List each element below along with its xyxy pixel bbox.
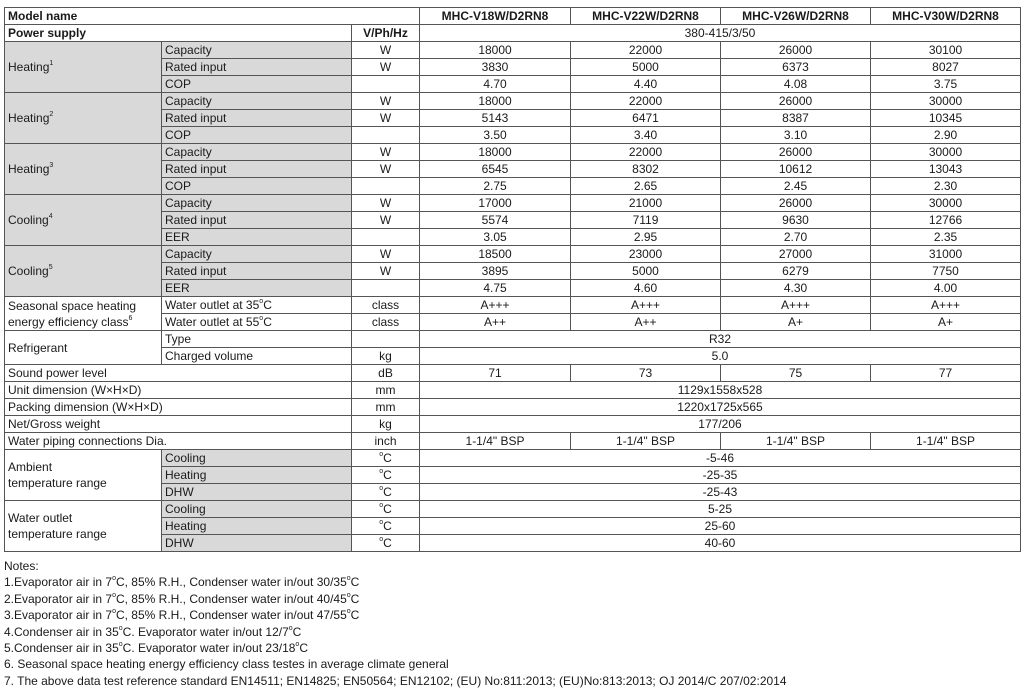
range-value: -25-43	[420, 484, 1021, 501]
note-text: C, 85% R.H., Condenser water in/out 40/45	[115, 591, 347, 606]
degree-sign: o	[112, 575, 116, 583]
value-cell: 18000	[420, 93, 571, 110]
degree-sign: o	[112, 608, 116, 616]
water-outlet-temperature-label-line2: temperature range	[8, 527, 107, 541]
parameter-label: Rated input	[162, 59, 352, 76]
value-cell: 17000	[420, 195, 571, 212]
parameter-label: EER	[162, 229, 352, 246]
value-cell: 5574	[420, 212, 571, 229]
unit-cell: W	[352, 59, 420, 76]
parameter-label: COP	[162, 127, 352, 144]
value-cell: A++	[420, 314, 571, 331]
mode-label: Cooling	[162, 450, 352, 467]
mode-label: Heating	[162, 467, 352, 484]
mode-label: DHW	[162, 535, 352, 552]
value-cell: 10612	[721, 161, 871, 178]
unit-cell: W	[352, 263, 420, 280]
note-line	[4, 591, 1020, 607]
performance-row	[5, 93, 1021, 110]
degree-sign: o	[112, 591, 116, 599]
degree-sign: o	[379, 468, 384, 475]
value-cell: 7119	[571, 212, 721, 229]
value-cell: 26000	[721, 42, 871, 59]
note-text: C. Evaporator water in/out 12/7	[122, 624, 289, 639]
unit-cell	[352, 178, 420, 195]
degree-sign: o	[288, 624, 293, 632]
parameter-label: Capacity	[162, 93, 352, 110]
unit-cell: dB	[352, 365, 420, 382]
value-cell: 4.08	[721, 76, 871, 93]
condition-label	[5, 195, 162, 246]
unit-cell: kg	[352, 348, 420, 365]
value-cell: A+++	[420, 297, 571, 314]
seasonal-label-line2: energy efficiency class	[8, 314, 129, 329]
value-cell: 30000	[871, 144, 1021, 161]
note-text: 6. Seasonal space heating energy efficiency class testes in average climate general	[4, 657, 449, 672]
model-name-cell: MHC-V26W/D2RN8	[721, 8, 871, 25]
seasonal-row	[5, 297, 1021, 314]
degree-sign: o	[346, 575, 351, 583]
unit-dimension-value: 1129x1558x528	[420, 382, 1021, 399]
condition-text: C	[263, 298, 272, 312]
seasonal-label-line1: Seasonal space heating	[8, 298, 137, 313]
value-cell: 1-1/4" BSP	[571, 433, 721, 450]
condition-name: Heating	[8, 60, 50, 74]
unit-cell: class	[352, 314, 420, 331]
value-cell: 4.75	[420, 280, 571, 297]
value-cell: 10345	[871, 110, 1021, 127]
condition-note-ref: 4	[48, 213, 53, 220]
range-value: -5-46	[420, 450, 1021, 467]
note-text: C	[350, 608, 360, 623]
condition-text: Water outlet at 35	[165, 298, 260, 312]
parameter-label: Capacity	[162, 144, 352, 161]
condition-note-ref: 2	[49, 111, 54, 118]
value-cell: 21000	[571, 195, 721, 212]
parameter-label: COP	[162, 76, 352, 93]
seasonal-note-ref: 6	[128, 314, 133, 322]
value-cell: 31000	[871, 246, 1021, 263]
seasonal-efficiency-label	[5, 297, 162, 331]
notes-title: Notes:	[4, 559, 39, 573]
value-cell: 1-1/4" BSP	[721, 433, 871, 450]
condition-name: Heating	[8, 111, 50, 125]
degree-sign: o	[259, 315, 264, 322]
condition-label	[5, 93, 162, 144]
value-cell: 73	[571, 365, 721, 382]
power-supply-row	[5, 25, 1021, 42]
value-cell: 4.60	[571, 280, 721, 297]
value-cell: 2.95	[571, 229, 721, 246]
condition-label	[5, 246, 162, 297]
value-cell: 23000	[571, 246, 721, 263]
value-cell: 30000	[871, 195, 1021, 212]
value-cell: 3.50	[420, 127, 571, 144]
degree-sign: o	[346, 591, 351, 599]
condition-text: C	[263, 315, 272, 329]
performance-row	[5, 195, 1021, 212]
note-text: C	[292, 624, 302, 639]
value-cell: 18000	[420, 42, 571, 59]
value-cell: 75	[721, 365, 871, 382]
unit-cell: W	[352, 161, 420, 178]
value-cell: 71	[420, 365, 571, 382]
water-piping-label: Water piping connections Dia.	[5, 433, 352, 450]
note-text: C, 85% R.H., Condenser water in/out 30/35	[115, 575, 347, 590]
value-cell: 4.30	[721, 280, 871, 297]
value-cell: 2.65	[571, 178, 721, 195]
degree-sign: o	[379, 519, 384, 526]
parameter-label: COP	[162, 178, 352, 195]
refrigerant-label: Refrigerant	[5, 331, 162, 365]
degree-sign: o	[379, 536, 384, 543]
unit-cell: W	[352, 144, 420, 161]
unit-cell	[352, 331, 420, 348]
specification-table	[4, 7, 1021, 552]
degree-sign: o	[346, 608, 351, 616]
value-cell: 2.75	[420, 178, 571, 195]
value-cell: 2.70	[721, 229, 871, 246]
value-cell: 6471	[571, 110, 721, 127]
refrigerant-type-value: R32	[420, 331, 1021, 348]
notes-section	[4, 558, 1020, 689]
ambient-temperature-label-line1: Ambient	[8, 460, 53, 474]
packing-dimension-label: Packing dimension (W×H×D)	[5, 399, 352, 416]
unit-cell: W	[352, 212, 420, 229]
range-value: -25-35	[420, 467, 1021, 484]
mode-label: Cooling	[162, 501, 352, 518]
unit-cell	[352, 127, 420, 144]
parameter-label: Rated input	[162, 110, 352, 127]
note-text: C	[350, 591, 360, 606]
water-outlet-condition	[162, 314, 352, 331]
note-text: 1.Evaporator air in 7	[4, 575, 113, 590]
parameter-label: Capacity	[162, 195, 352, 212]
unit-text: C	[383, 451, 392, 465]
unit-cell	[352, 518, 420, 535]
water-outlet-temperature-label-line1: Water outlet	[8, 511, 73, 525]
value-cell: 26000	[721, 93, 871, 110]
water-outlet-condition	[162, 297, 352, 314]
value-cell: 4.70	[420, 76, 571, 93]
unit-text: C	[383, 519, 392, 533]
degree-sign: o	[118, 624, 123, 632]
model-name-cell: MHC-V30W/D2RN8	[871, 8, 1021, 25]
mode-label: DHW	[162, 484, 352, 501]
note-text: 4.Condenser air in 35	[4, 624, 119, 639]
value-cell: 13043	[871, 161, 1021, 178]
unit-cell: class	[352, 297, 420, 314]
ambient-temperature-label	[5, 450, 162, 501]
parameter-label: Rated input	[162, 161, 352, 178]
degree-sign: o	[295, 641, 300, 649]
note-line	[4, 673, 1020, 689]
power-supply-label: Power supply	[5, 25, 352, 42]
mode-label: Heating	[162, 518, 352, 535]
note-line	[4, 624, 1020, 640]
value-cell: 3830	[420, 59, 571, 76]
refrigerant-type-label: Type	[162, 331, 352, 348]
value-cell: 6373	[721, 59, 871, 76]
value-cell: 7750	[871, 263, 1021, 280]
value-cell: 26000	[721, 144, 871, 161]
water-piping-row	[5, 433, 1021, 450]
unit-text: C	[383, 468, 392, 482]
value-cell: 2.90	[871, 127, 1021, 144]
note-text: C, 85% R.H., Condenser water in/out 47/55	[115, 608, 347, 623]
value-cell: 4.00	[871, 280, 1021, 297]
value-cell: 2.35	[871, 229, 1021, 246]
value-cell: 22000	[571, 144, 721, 161]
condition-note-ref: 1	[49, 60, 54, 67]
value-cell: 26000	[721, 195, 871, 212]
unit-cell	[352, 229, 420, 246]
value-cell: A+++	[571, 297, 721, 314]
condition-label	[5, 144, 162, 195]
value-cell: 18500	[420, 246, 571, 263]
condition-note-ref: 3	[49, 162, 54, 169]
water-outlet-temperature-label	[5, 501, 162, 552]
value-cell: A++	[571, 314, 721, 331]
unit-cell	[352, 280, 420, 297]
unit-cell: mm	[352, 399, 420, 416]
unit-dimension-row	[5, 382, 1021, 399]
value-cell: 5000	[571, 263, 721, 280]
value-cell: 3.40	[571, 127, 721, 144]
note-line	[4, 656, 1020, 672]
degree-sign: o	[379, 451, 384, 458]
power-supply-value: 380-415/3/50	[420, 25, 1021, 42]
value-cell: 8027	[871, 59, 1021, 76]
value-cell: 3.75	[871, 76, 1021, 93]
degree-sign: o	[118, 641, 123, 649]
unit-text: C	[383, 485, 392, 499]
value-cell: A+++	[721, 297, 871, 314]
model-name-cell: MHC-V18W/D2RN8	[420, 8, 571, 25]
parameter-label: Capacity	[162, 246, 352, 263]
unit-cell	[352, 450, 420, 467]
unit-cell: W	[352, 246, 420, 263]
unit-cell: W	[352, 195, 420, 212]
note-text: 5.Condenser air in 35	[4, 641, 119, 656]
value-cell: A+	[721, 314, 871, 331]
degree-sign: o	[379, 485, 384, 492]
note-line	[4, 607, 1020, 623]
value-cell: 12766	[871, 212, 1021, 229]
range-value: 25-60	[420, 518, 1021, 535]
note-text: C	[350, 575, 360, 590]
value-cell: 1-1/4" BSP	[871, 433, 1021, 450]
refrigerant-type-row	[5, 331, 1021, 348]
value-cell: 3895	[420, 263, 571, 280]
value-cell: 30100	[871, 42, 1021, 59]
value-cell: 18000	[420, 144, 571, 161]
model-name-cell: MHC-V22W/D2RN8	[571, 8, 721, 25]
value-cell: 3.10	[721, 127, 871, 144]
value-cell: 30000	[871, 93, 1021, 110]
packing-dimension-value: 1220x1725x565	[420, 399, 1021, 416]
condition-note-ref: 5	[48, 264, 53, 271]
range-value: 40-60	[420, 535, 1021, 552]
degree-sign: o	[379, 502, 384, 509]
value-cell: 77	[871, 365, 1021, 382]
value-cell: A+	[871, 314, 1021, 331]
note-text: 7. The above data test reference standard EN14511; EN14825; EN50564; EN12102; (EU) No:811:2013; (EU)No:813:2013; OJ 2014/C 207/02:2014	[4, 673, 787, 688]
value-cell: 6279	[721, 263, 871, 280]
packing-dimension-row	[5, 399, 1021, 416]
water-outlet-temperature-row	[5, 501, 1021, 518]
unit-cell: kg	[352, 416, 420, 433]
unit-cell: W	[352, 93, 420, 110]
model-name-label: Model name	[5, 8, 420, 25]
unit-cell	[352, 501, 420, 518]
value-cell: A+++	[871, 297, 1021, 314]
unit-dimension-label: Unit dimension (W×H×D)	[5, 382, 352, 399]
value-cell: 2.30	[871, 178, 1021, 195]
condition-label	[5, 42, 162, 93]
parameter-label: Rated input	[162, 263, 352, 280]
performance-row	[5, 246, 1021, 263]
unit-cell: mm	[352, 382, 420, 399]
parameter-label: Rated input	[162, 212, 352, 229]
note-text: C	[299, 641, 308, 656]
net-gross-weight-label: Net/Gross weight	[5, 416, 352, 433]
note-line	[4, 640, 1020, 656]
condition-name: Cooling	[8, 213, 49, 227]
range-value: 5-25	[420, 501, 1021, 518]
charged-volume-label: Charged volume	[162, 348, 352, 365]
value-cell: 8387	[721, 110, 871, 127]
performance-row	[5, 144, 1021, 161]
value-cell: 9630	[721, 212, 871, 229]
condition-name: Cooling	[8, 264, 49, 278]
value-cell: 22000	[571, 93, 721, 110]
note-text: 2.Evaporator air in 7	[4, 591, 113, 606]
parameter-label: EER	[162, 280, 352, 297]
net-gross-weight-row	[5, 416, 1021, 433]
value-cell: 22000	[571, 42, 721, 59]
unit-cell: inch	[352, 433, 420, 450]
performance-row	[5, 42, 1021, 59]
value-cell: 6545	[420, 161, 571, 178]
unit-text: C	[383, 502, 392, 516]
unit-cell	[352, 467, 420, 484]
note-line	[4, 574, 1020, 590]
parameter-label: Capacity	[162, 42, 352, 59]
unit-text: C	[383, 536, 392, 550]
ambient-temperature-row	[5, 450, 1021, 467]
degree-sign: o	[259, 298, 264, 305]
value-cell: 27000	[721, 246, 871, 263]
charged-volume-value: 5.0	[420, 348, 1021, 365]
power-supply-unit: V/Ph/Hz	[352, 25, 420, 42]
note-text: 3.Evaporator air in 7	[4, 608, 113, 623]
condition-name: Heating	[8, 162, 50, 176]
value-cell: 8302	[571, 161, 721, 178]
sound-power-row	[5, 365, 1021, 382]
unit-cell	[352, 76, 420, 93]
unit-cell: W	[352, 42, 420, 59]
unit-cell: W	[352, 110, 420, 127]
ambient-temperature-label-line2: temperature range	[8, 476, 107, 490]
sound-power-label: Sound power level	[5, 365, 352, 382]
value-cell: 5143	[420, 110, 571, 127]
header-row	[5, 8, 1021, 25]
note-text: C. Evaporator water in/out 23/18	[122, 641, 296, 656]
value-cell: 4.40	[571, 76, 721, 93]
unit-cell	[352, 484, 420, 501]
value-cell: 3.05	[420, 229, 571, 246]
value-cell: 5000	[571, 59, 721, 76]
value-cell: 1-1/4" BSP	[420, 433, 571, 450]
unit-cell	[352, 535, 420, 552]
value-cell: 2.45	[721, 178, 871, 195]
net-gross-weight-value: 177/206	[420, 416, 1021, 433]
condition-text: Water outlet at 55	[165, 315, 260, 329]
